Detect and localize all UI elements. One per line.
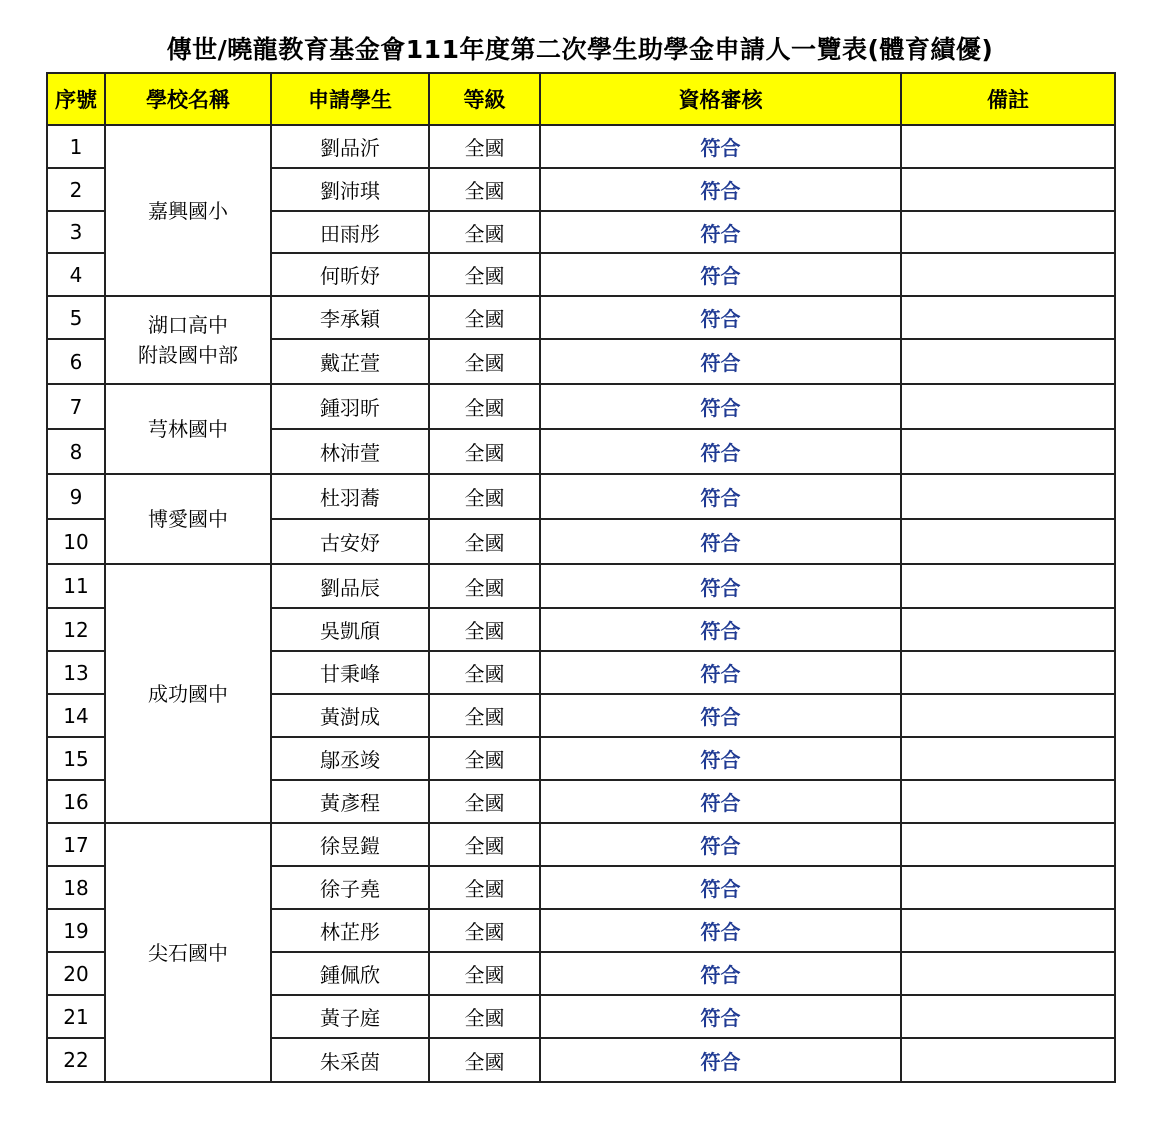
level-cell: 全國 — [429, 384, 540, 429]
header-seq: 序號 — [47, 73, 105, 125]
school-name-line: 湖口高中 — [148, 313, 228, 337]
review-status-cell: 符合 — [540, 253, 901, 296]
level-cell: 全國 — [429, 253, 540, 296]
review-status-cell: 符合 — [540, 780, 901, 823]
table-body — [47, 125, 1115, 1082]
student-cell: 鍾佩欣 — [271, 952, 429, 995]
remark-cell — [901, 429, 1115, 474]
remark-cell — [901, 1038, 1115, 1082]
school-name-line: 尖石國中 — [148, 940, 228, 965]
review-status-cell: 符合 — [540, 168, 901, 211]
seq-cell: 8 — [47, 429, 105, 474]
remark-cell — [901, 519, 1115, 564]
school-name-line: 博愛國中 — [148, 507, 228, 531]
review-status-cell: 符合 — [540, 296, 901, 339]
student-cell: 李承穎 — [271, 296, 429, 339]
level-cell: 全國 — [429, 780, 540, 823]
level-cell: 全國 — [429, 694, 540, 737]
student-cell: 杜羽蕎 — [271, 474, 429, 519]
student-cell: 劉品沂 — [271, 125, 429, 168]
applicant-table — [46, 72, 1116, 1083]
review-status-cell: 符合 — [540, 339, 901, 384]
level-cell: 全國 — [429, 474, 540, 519]
review-status-cell: 符合 — [540, 211, 901, 253]
review-status-cell: 符合 — [540, 608, 901, 651]
level-cell: 全國 — [429, 429, 540, 474]
seq-cell: 20 — [47, 952, 105, 995]
review-status-cell: 符合 — [540, 429, 901, 474]
level-cell: 全國 — [429, 608, 540, 651]
header-remark: 備註 — [901, 73, 1115, 125]
seq-cell: 15 — [47, 737, 105, 780]
seq-cell: 6 — [47, 339, 105, 384]
student-cell: 劉沛琪 — [271, 168, 429, 211]
remark-cell — [901, 737, 1115, 780]
review-status-cell: 符合 — [540, 909, 901, 952]
remark-cell — [901, 474, 1115, 519]
table-row — [47, 296, 1115, 339]
remark-cell — [901, 253, 1115, 296]
seq-cell: 11 — [47, 564, 105, 608]
student-cell: 何昕妤 — [271, 253, 429, 296]
student-cell: 戴芷萱 — [271, 339, 429, 384]
school-cell — [105, 125, 271, 296]
header-student: 申請學生 — [271, 73, 429, 125]
level-cell: 全國 — [429, 125, 540, 168]
table-row — [47, 823, 1115, 866]
review-status-cell: 符合 — [540, 564, 901, 608]
student-cell: 徐昱鎧 — [271, 823, 429, 866]
table-row — [47, 564, 1115, 608]
school-name-line: 芎林國中 — [148, 417, 228, 441]
student-cell: 林芷彤 — [271, 909, 429, 952]
level-cell: 全國 — [429, 168, 540, 211]
remark-cell — [901, 780, 1115, 823]
seq-cell: 3 — [47, 211, 105, 253]
header-review: 資格審核 — [540, 73, 901, 125]
student-cell: 徐子堯 — [271, 866, 429, 909]
level-cell: 全國 — [429, 296, 540, 339]
student-cell: 吳凱頎 — [271, 608, 429, 651]
remark-cell — [901, 564, 1115, 608]
seq-cell: 2 — [47, 168, 105, 211]
seq-cell: 19 — [47, 909, 105, 952]
school-cell — [105, 823, 271, 1082]
seq-cell: 21 — [47, 995, 105, 1038]
student-cell: 甘秉峰 — [271, 651, 429, 694]
seq-cell: 9 — [47, 474, 105, 519]
seq-cell: 22 — [47, 1038, 105, 1082]
seq-cell: 1 — [47, 125, 105, 168]
level-cell: 全國 — [429, 909, 540, 952]
seq-cell: 13 — [47, 651, 105, 694]
remark-cell — [901, 952, 1115, 995]
review-status-cell: 符合 — [540, 651, 901, 694]
remark-cell — [901, 211, 1115, 253]
remark-cell — [901, 909, 1115, 952]
school-cell — [105, 564, 271, 823]
review-status-cell: 符合 — [540, 519, 901, 564]
level-cell: 全國 — [429, 823, 540, 866]
school-name-line: 嘉興國小 — [148, 198, 228, 223]
school-cell — [105, 296, 271, 384]
remark-cell — [901, 125, 1115, 168]
seq-cell: 14 — [47, 694, 105, 737]
level-cell: 全國 — [429, 564, 540, 608]
level-cell: 全國 — [429, 866, 540, 909]
school-name-line: 成功國中 — [148, 681, 228, 706]
review-status-cell: 符合 — [540, 866, 901, 909]
review-status-cell: 符合 — [540, 823, 901, 866]
remark-cell — [901, 608, 1115, 651]
remark-cell — [901, 384, 1115, 429]
remark-cell — [901, 168, 1115, 211]
seq-cell: 10 — [47, 519, 105, 564]
remark-cell — [901, 339, 1115, 384]
remark-cell — [901, 296, 1115, 339]
remark-cell — [901, 995, 1115, 1038]
school-cell — [105, 474, 271, 564]
school-name-line: 附設國中部 — [138, 343, 238, 367]
student-cell: 黃子庭 — [271, 995, 429, 1038]
student-cell: 黃澍成 — [271, 694, 429, 737]
table-row — [47, 474, 1115, 519]
level-cell: 全國 — [429, 651, 540, 694]
student-cell: 朱采茵 — [271, 1038, 429, 1082]
seq-cell: 5 — [47, 296, 105, 339]
level-cell: 全國 — [429, 211, 540, 253]
level-cell: 全國 — [429, 995, 540, 1038]
student-cell: 劉品辰 — [271, 564, 429, 608]
review-status-cell: 符合 — [540, 952, 901, 995]
review-status-cell: 符合 — [540, 995, 901, 1038]
page-title: 傳世/曉龍教育基金會111年度第二次學生助學金申請人一覽表(體育績優) — [166, 35, 994, 64]
level-cell: 全國 — [429, 1038, 540, 1082]
seq-cell: 4 — [47, 253, 105, 296]
seq-cell: 12 — [47, 608, 105, 651]
review-status-cell: 符合 — [540, 384, 901, 429]
student-cell: 田雨彤 — [271, 211, 429, 253]
review-status-cell: 符合 — [540, 737, 901, 780]
remark-cell — [901, 823, 1115, 866]
level-cell: 全國 — [429, 519, 540, 564]
remark-cell — [901, 866, 1115, 909]
student-cell: 黃彥程 — [271, 780, 429, 823]
review-status-cell: 符合 — [540, 1038, 901, 1082]
remark-cell — [901, 651, 1115, 694]
header-school: 學校名稱 — [105, 73, 271, 125]
student-cell: 鍾羽昕 — [271, 384, 429, 429]
student-cell: 古安妤 — [271, 519, 429, 564]
school-cell — [105, 384, 271, 474]
table-header-row — [47, 73, 1115, 125]
student-cell: 林沛萱 — [271, 429, 429, 474]
review-status-cell: 符合 — [540, 125, 901, 168]
table-row — [47, 125, 1115, 168]
seq-cell: 17 — [47, 823, 105, 866]
remark-cell — [901, 694, 1115, 737]
seq-cell: 7 — [47, 384, 105, 429]
seq-cell: 18 — [47, 866, 105, 909]
level-cell: 全國 — [429, 339, 540, 384]
student-cell: 鄔丞竣 — [271, 737, 429, 780]
review-status-cell: 符合 — [540, 474, 901, 519]
level-cell: 全國 — [429, 737, 540, 780]
level-cell: 全國 — [429, 952, 540, 995]
review-status-cell: 符合 — [540, 694, 901, 737]
table-row — [47, 384, 1115, 429]
seq-cell: 16 — [47, 780, 105, 823]
header-level: 等級 — [429, 73, 540, 125]
